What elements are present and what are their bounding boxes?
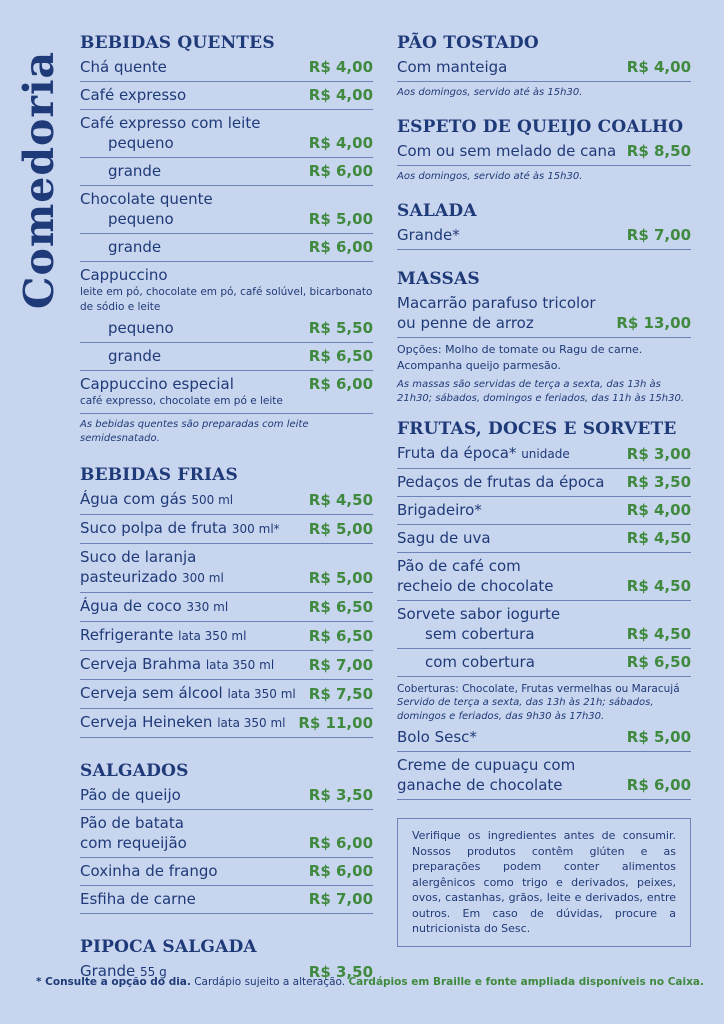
item-name: Refrigerante lata 350 ml: [80, 626, 247, 644]
item-description: leite em pó, chocolate em pó, café solúvel, bicarbonato de sódio e leite: [80, 286, 373, 313]
item-name: Com ou sem melado de cana: [397, 142, 617, 160]
menu-item: [397, 525, 691, 553]
footer: [36, 976, 704, 988]
item-name: Cerveja Heineken lata 350 ml: [80, 713, 286, 731]
section-title: PIPOCA SALGADA: [80, 937, 257, 957]
section-note: Aos domingos, servido até às 15h30.: [397, 171, 583, 182]
section-title: BEBIDAS QUENTES: [80, 33, 275, 53]
menu-item: [80, 54, 373, 82]
section-title: FRUTAS, DOCES E SORVETE: [397, 419, 677, 439]
item-price: R$ 13,00: [616, 314, 691, 332]
item-name: Esfiha de carne: [80, 890, 196, 908]
footer-normal: Cardápio sujeito a alteração.: [190, 976, 349, 988]
item-name: Bolo Sesc*: [397, 728, 477, 746]
menu-item: [80, 343, 373, 371]
menu-item: [397, 469, 691, 497]
item-name: Água com gás 500 ml: [80, 490, 234, 508]
section-title: SALGADOS: [80, 761, 189, 781]
menu-item: [80, 234, 373, 262]
item-price: R$ 4,50: [626, 529, 691, 547]
menu-item: [80, 886, 373, 914]
item-price: R$ 4,00: [308, 134, 373, 152]
vertical-title-text: Comedoria: [15, 50, 63, 310]
menu-item: [397, 440, 691, 469]
item-price: R$ 6,00: [626, 776, 691, 794]
section-note: As bebidas quentes são preparadas com leite semidesnatado.: [80, 419, 309, 444]
item-price: R$ 4,00: [308, 86, 373, 104]
left-column: [80, 32, 373, 986]
item-variant: pequeno: [108, 319, 174, 337]
menu-item: [80, 622, 373, 651]
section-massas: [397, 268, 691, 406]
menu-item: [397, 553, 691, 601]
menu-item: [80, 515, 373, 544]
item-name: Chá quente: [80, 58, 167, 76]
item-name: pasteurizado 300 ml: [80, 568, 224, 586]
item-price: R$ 3,50: [626, 473, 691, 491]
item-price: R$ 4,50: [626, 625, 691, 643]
item-name: Grande*: [397, 226, 460, 244]
menu-item: [397, 601, 691, 649]
item-variant: pequeno: [108, 210, 174, 228]
menu-item: [397, 752, 691, 800]
item-name: ou penne de arroz: [397, 314, 534, 332]
item-price: R$ 5,00: [308, 569, 373, 587]
item-price: R$ 6,50: [626, 653, 691, 671]
item-price: R$ 7,50: [308, 685, 373, 703]
item-price: R$ 7,00: [308, 656, 373, 674]
section-info: Opções: Molho de tomate ou Ragu de carne. Acompanha queijo parmesão.: [397, 343, 643, 372]
item-name: Suco de laranja: [80, 548, 197, 566]
section-title: MASSAS: [397, 269, 480, 289]
menu-item: [80, 371, 373, 414]
menu-item: [397, 54, 691, 82]
item-name: Cerveja sem álcool lata 350 ml: [80, 684, 296, 702]
item-name: Água de coco 330 ml: [80, 597, 229, 615]
menu-item: [397, 138, 691, 166]
menu-item: [80, 82, 373, 110]
item-name: Macarrão parafuso tricolor: [397, 294, 596, 312]
item-name: Com manteiga: [397, 58, 508, 76]
menu-item: [397, 649, 691, 677]
menu-item: [80, 158, 373, 186]
item-price: R$ 5,50: [308, 319, 373, 337]
item-name: Pão de queijo: [80, 786, 181, 804]
allergen-info-box: Verifique os ingredientes antes de consumir. Nossos produtos contêm glúten e as preparações podem conter alimentos alergênicos como trigo e derivados, peixes, ovos, castanhas, grãos, leite e derivados, entre outros. Em caso de dúvidas, procure a nutricionista do Sesc.: [397, 818, 691, 947]
item-name: Chocolate quente: [80, 190, 213, 208]
section-note: As massas são servidas de terça a sexta, das 13h às 21h30; sábados, domingos e feriados, das 11h às 15h30.: [397, 379, 685, 404]
item-name: Pedaços de frutas da época: [397, 473, 605, 491]
item-price: R$ 5,00: [308, 210, 373, 228]
item-price: R$ 6,00: [308, 238, 373, 256]
menu-item: [397, 290, 691, 338]
item-name: Café expresso: [80, 86, 187, 104]
menu-item: [80, 593, 373, 622]
section-pao-tostado: [397, 32, 691, 100]
item-name: Creme de cupuaçu com: [397, 756, 576, 774]
section-bebidas-frias: [80, 464, 373, 738]
item-price: R$ 3,00: [626, 445, 691, 463]
menu-item: [80, 110, 373, 158]
section-frutas: [397, 418, 691, 800]
menu-item: [397, 497, 691, 525]
vertical-title: [14, 30, 64, 330]
item-name: recheio de chocolate: [397, 577, 554, 595]
item-price: R$ 7,00: [308, 890, 373, 908]
item-price: R$ 6,00: [308, 375, 373, 393]
section-salgados: [80, 760, 373, 914]
item-variant: grande: [108, 347, 162, 365]
item-price: R$ 11,00: [298, 714, 373, 732]
item-name: Pão de batata: [80, 814, 184, 832]
item-name: Cappuccino: [80, 266, 168, 284]
item-price: R$ 7,00: [626, 226, 691, 244]
item-name: Café expresso com leite: [80, 114, 261, 132]
item-price: R$ 3,50: [308, 786, 373, 804]
menu-item: [397, 222, 691, 250]
item-variant: grande: [108, 238, 162, 256]
menu-item: [80, 486, 373, 515]
item-price: R$ 4,00: [626, 501, 691, 519]
item-price: R$ 8,50: [626, 142, 691, 160]
item-name: Cappuccino especial: [80, 375, 234, 393]
item-name: Cerveja Brahma lata 350 ml: [80, 655, 275, 673]
item-name: Suco polpa de fruta 300 ml*: [80, 519, 280, 537]
menu-item: [80, 709, 373, 738]
section-note: Aos domingos, servido até às 15h30.: [397, 87, 583, 98]
right-column: [397, 32, 691, 947]
footer-green: Cardápios em Braille e fonte ampliada disponíveis no Caixa.: [348, 976, 704, 988]
section-title: SALADA: [397, 201, 477, 221]
item-price: R$ 6,50: [308, 627, 373, 645]
footer-bold: * Consulte a opção do dia.: [36, 976, 191, 988]
item-variant: pequeno: [108, 134, 174, 152]
menu-item: [80, 651, 373, 680]
item-variant: com cobertura: [425, 653, 535, 671]
menu-item: [80, 782, 373, 810]
menu-item: [80, 680, 373, 709]
item-name: Fruta da época* unidade: [397, 444, 570, 462]
menu-item: [80, 810, 373, 858]
menu-item: [80, 544, 373, 593]
item-price: R$ 6,00: [308, 834, 373, 852]
section-espeto: [397, 116, 691, 184]
item-price: R$ 4,00: [308, 58, 373, 76]
item-price: R$ 6,50: [308, 598, 373, 616]
menu-item: [80, 186, 373, 234]
item-price: R$ 4,50: [308, 491, 373, 509]
item-name: Sorvete sabor iogurte: [397, 605, 561, 623]
item-name: Grande 55 g: [80, 962, 167, 980]
item-name: Sagu de uva: [397, 529, 491, 547]
menu-item: [80, 858, 373, 886]
section-info: Coberturas: Chocolate, Frutas vermelhas ou Maracujá: [397, 683, 680, 695]
section-salada: [397, 200, 691, 250]
item-price: R$ 5,00: [308, 520, 373, 538]
item-price: R$ 4,00: [626, 58, 691, 76]
item-name: ganache de chocolate: [397, 776, 563, 794]
section-title: ESPETO DE QUEIJO COALHO: [397, 117, 684, 137]
section-title: PÃO TOSTADO: [397, 33, 539, 53]
item-price: R$ 5,00: [626, 728, 691, 746]
section-title: BEBIDAS FRIAS: [80, 465, 238, 485]
item-name: Pão de café com: [397, 557, 521, 575]
item-price: R$ 3,50: [308, 963, 373, 981]
item-price: R$ 6,50: [308, 347, 373, 365]
section-note: Servido de terça a sexta, das 13h às 21h; sábados, domingos e feriados, das 9h30 às 17h30.: [397, 697, 654, 722]
item-price: R$ 6,00: [308, 862, 373, 880]
item-price: R$ 6,00: [308, 162, 373, 180]
item-name: com requeijão: [80, 834, 187, 852]
item-variant: grande: [108, 162, 162, 180]
menu-item: [397, 724, 691, 752]
item-price: R$ 4,50: [626, 577, 691, 595]
section-bebidas-quentes: [80, 32, 373, 446]
item-name: Brigadeiro*: [397, 501, 482, 519]
menu-item: [80, 262, 373, 343]
item-variant: sem cobertura: [425, 625, 535, 643]
item-name: Coxinha de frango: [80, 862, 218, 880]
item-description: café expresso, chocolate em pó e leite: [80, 395, 283, 407]
